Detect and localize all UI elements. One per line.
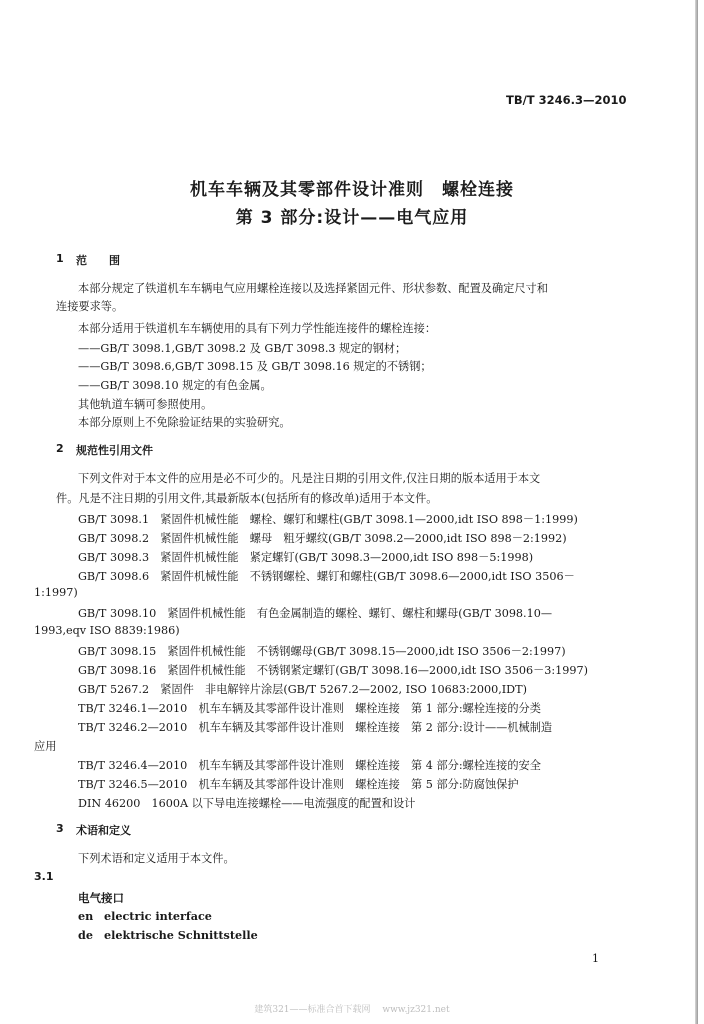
reference-entry: TB/T 3246.1—2010 机车车辆及其零部件设计准则 螺栓连接 第 1 部分:螺栓连接的分类: [78, 702, 541, 715]
reference-entry: GB/T 3098.3 紧固件机械性能 紧定螺钉(GB/T 3098.3—2000,idt ISO 898－5:1998): [78, 551, 534, 564]
reference-entry-continued: 1993,eqv ISO 8839:1986): [34, 624, 180, 637]
list-item: ——GB/T 3098.1,GB/T 3098.2 及 GB/T 3098.3 规定的钢材；: [78, 342, 407, 355]
page-number: 1: [592, 952, 599, 965]
clause-number: 3.1: [34, 870, 54, 883]
reference-entry-continued: 1:1997): [34, 586, 78, 599]
reference-entry: GB/T 3098.6 紧固件机械性能 不锈钢螺栓、螺钉和螺柱(GB/T 3098.6—2000,idt ISO 3506－: [78, 570, 575, 583]
title-line-1: 机车车辆及其零部件设计准则 螺栓连接: [190, 180, 514, 200]
section-2-number: 2: [56, 442, 64, 455]
reference-entry: GB/T 3098.16 紧固件机械性能 不锈钢紧定螺钉(GB/T 3098.16—2000,idt ISO 3506－3:1997): [78, 664, 588, 677]
reference-entry: GB/T 5267.2 紧固件 非电解锌片涂层(GB/T 5267.2—2002, ISO 10683:2000,IDT): [78, 683, 527, 696]
section-1-title: 范 围: [76, 254, 120, 267]
footer-watermark: 建筑321——标准合首下载网 www.jz321.net: [254, 1005, 450, 1015]
reference-entry: GB/T 3098.10 紧固件机械性能 有色金属制造的螺栓、螺钉、螺柱和螺母(GB/T 3098.10—: [78, 607, 553, 620]
paragraph-line: 连接要求等。: [56, 300, 124, 313]
reference-entry-continued: 应用: [34, 740, 57, 753]
language-code-de: de: [78, 928, 93, 942]
reference-entry: DIN 46200 1600A 以下导电连接螺栓——电流强度的配置和设计: [78, 797, 416, 810]
reference-entry: TB/T 3246.4—2010 机车车辆及其零部件设计准则 螺栓连接 第 4 部分:螺栓连接的安全: [78, 759, 541, 772]
reference-entry: GB/T 3098.15 紧固件机械性能 不锈钢螺母(GB/T 3098.15—2000,idt ISO 3506－2:1997): [78, 645, 566, 658]
term-english: electric interface: [104, 909, 212, 923]
list-item: ——GB/T 3098.6,GB/T 3098.15 及 GB/T 3098.16 规定的不锈钢；: [78, 360, 432, 373]
term-name: 电气接口: [78, 891, 124, 905]
term-german: elektrische Schnittstelle: [104, 928, 258, 942]
paragraph-line: 本部分规定了铁道机车车辆电气应用螺栓连接以及选择紧固元件、形状参数、配置及确定尺寸和: [78, 282, 548, 295]
list-item: ——GB/T 3098.10 规定的有色金属。: [78, 379, 272, 392]
title-line-2: 第 3 部分:设计——电气应用: [235, 208, 469, 228]
page-edge-shadow: [695, 0, 698, 1024]
section-2-title: 规范性引用文件: [76, 444, 153, 457]
paragraph-line: 本部分原则上不免除验证结果的实验研究。: [78, 416, 291, 429]
section-1-number: 1: [56, 252, 64, 265]
paragraph-line: 件。凡是不注日期的引用文件,其最新版本(包括所有的修改单)适用于本文件。: [56, 492, 438, 505]
paragraph-line: 下列术语和定义适用于本文件。: [78, 852, 235, 865]
language-code-en: en: [78, 909, 94, 923]
paragraph-line: 下列文件对于本文件的应用是必不可少的。凡是注日期的引用文件,仅注日期的版本适用于本文: [78, 472, 541, 485]
reference-entry: TB/T 3246.5—2010 机车车辆及其零部件设计准则 螺栓连接 第 5 部分:防腐蚀保护: [78, 778, 519, 791]
paragraph-line: 其他轨道车辆可参照使用。: [78, 398, 213, 411]
section-3-number: 3: [56, 822, 64, 835]
paragraph-line: 本部分适用于铁道机车车辆使用的具有下列力学性能连接件的螺栓连接：: [78, 322, 437, 335]
section-3-title: 术语和定义: [76, 824, 131, 837]
reference-entry: GB/T 3098.2 紧固件机械性能 螺母 粗牙螺纹(GB/T 3098.2—2000,idt ISO 898－2:1992): [78, 532, 567, 545]
standard-number: TB/T 3246.3—2010: [506, 93, 627, 107]
reference-entry: GB/T 3098.1 紧固件机械性能 螺栓、螺钉和螺柱(GB/T 3098.1—2000,idt ISO 898－1:1999): [78, 513, 578, 526]
reference-entry: TB/T 3246.2—2010 机车车辆及其零部件设计准则 螺栓连接 第 2 部分:设计——机械制造: [78, 721, 553, 734]
